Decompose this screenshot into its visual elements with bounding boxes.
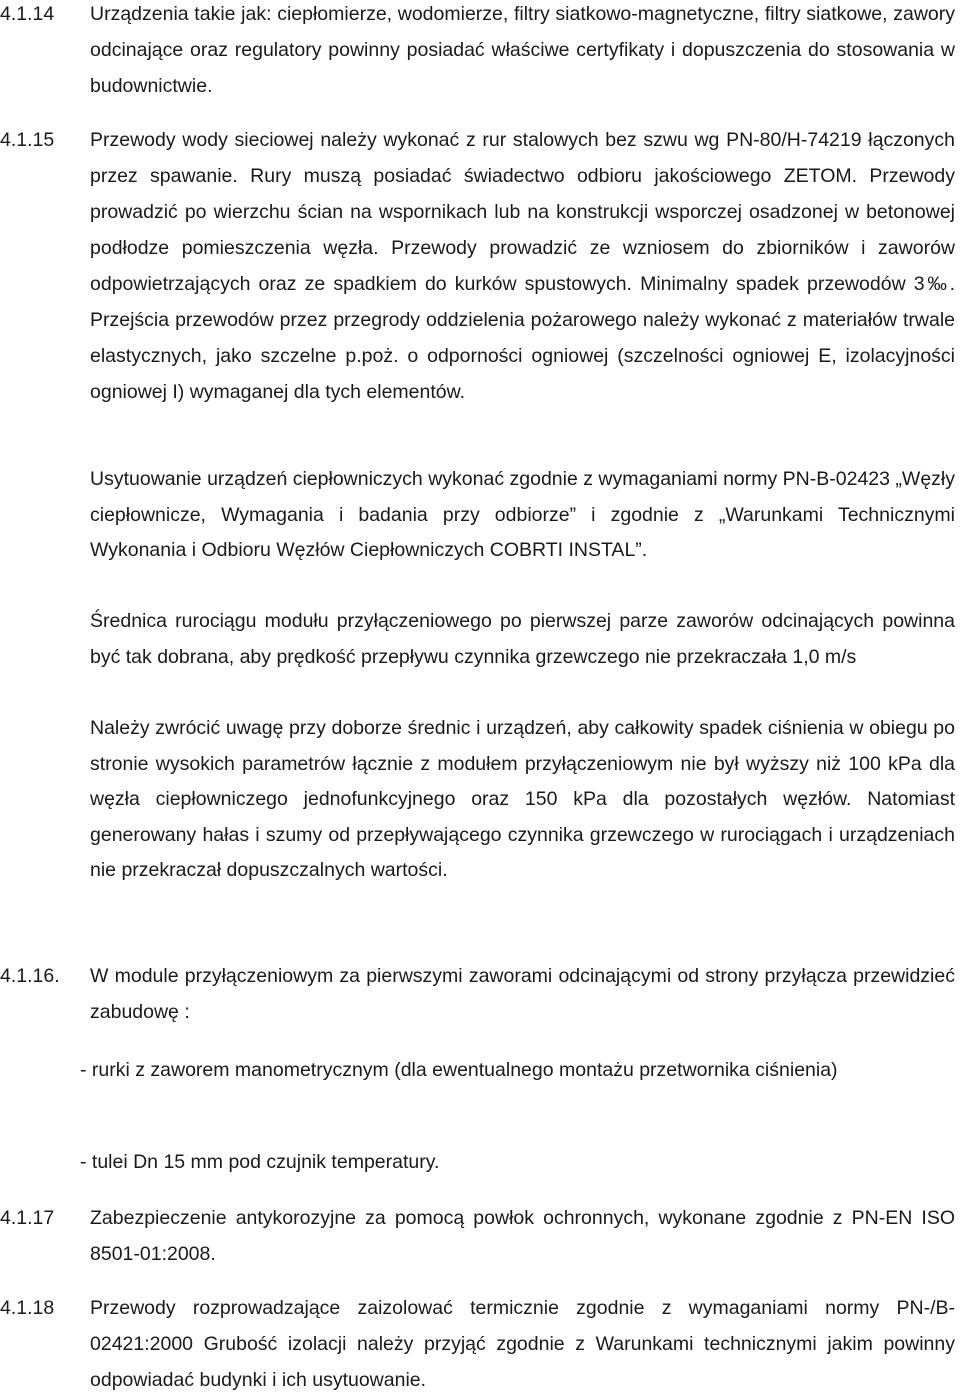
section-text: Przewody rozprowadzające zaizolować termicznie zgodnie z wymaganiami normy PN-/B-02421:2000 Grubość izolacji należy przyjąć zgodnie z Warunkami technicznymi jakim powinny odpowiadać budynki i ich usytuowanie. (90, 1297, 955, 1391)
section-4-1-14 (0, 0, 960, 106)
section-number: 4.1.17 (0, 1207, 55, 1229)
paragraph-spadek-cisnienia: Należy zwrócić uwagę przy doborze średnic i urządzeń, aby całkowity spadek ciśnienia w obiegu po stronie wysokich parametrów łącznie z modułem przyłączeniowym nie był wyższy niż 100 kPa dla węzła ciepłowniczego jednofunkcyjnego oraz 150 kPa dla pozostałych węzłów. Natomiast generowany hałas i szumy od przepływającego czynnika grzewczego w rurociągach i urządzeniach nie przekraczał dopuszczalnych wartości. (90, 717, 955, 881)
paragraph-usytuowanie: Usytuowanie urządzeń ciepłowniczych wykonać zgodnie z wymaganiami normy PN-B-02423 „Węzły ciepłownicze, Wymagania i badania przy odbiorze” i zgodnie z „Warunkami Technicznymi Wykonania i Odbioru Węzłów Ciepłowniczych COBRTI INSTAL”. (90, 468, 955, 561)
section-number: 4.1.14 (0, 3, 55, 25)
paragraph-srednica: Średnica rurociągu modułu przyłączeniowego po pierwszej parze zaworów odcinających powinna być tak dobrana, aby prędkość przepływu czynnika grzewczego nie przekraczała 1,0 m/s (90, 610, 955, 668)
section-text: Przewody wody sieciowej należy wykonać z rur stalowych bez szwu wg PN-80/H-74219 łączonych przez spawanie. Rury muszą posiadać świadectwo odbioru jakościowego ZETOM. Przewody prowadzić po wierzchu ścian na wspornikach lub na konstrukcji wsporczej osadzonej w betonowej podłodze pomieszczenia węzła. Przewody prowadzić ze wzniosem do zbiorników i zaworów odpowietrzających oraz ze spadkiem do kurków spustowych. Minimalny spadek przewodów 3‰. Przejścia przewodów przez przegrody oddzielenia pożarowego należy wykonać z materiałów trwale elastycznych, jako szczelne p.poż. o odporności ogniowej (szczelności ogniowej E, izolacyjności ogniowej I) wymaganej dla tych elementów. (90, 129, 955, 403)
section-4-1-15 (0, 122, 960, 452)
section-4-1-18 (0, 1290, 960, 1400)
section-4-1-17 (0, 1200, 960, 1280)
section-text: Urządzenia takie jak: ciepłomierze, wodomierze, filtry siatkowo-magnetyczne, filtry siatkowe, zawory odcinające oraz regulatory powinny posiadać właściwe certyfikaty i dopuszczenia do stosowania w budownictwie. (90, 3, 955, 97)
section-4-1-16 (0, 958, 960, 1188)
section-text: W module przyłączeniowym za pierwszymi zaworami odcinającymi od strony przyłącza przewidzieć zabudowę : (90, 965, 955, 1023)
section-text: Zabezpieczenie antykorozyjne za pomocą powłok ochronnych, wykonane zgodnie z PN-EN ISO 8501-01:2008. (90, 1207, 955, 1265)
paragraph-group (0, 462, 960, 942)
section-number: 4.1.16. (0, 965, 60, 987)
section-number: 4.1.15 (0, 129, 55, 151)
list-item: - tulei Dn 15 mm pod czujnik temperatury. (80, 1151, 440, 1173)
section-number: 4.1.18 (0, 1297, 55, 1319)
list-item: - rurki z zaworem manometrycznym (dla ewentualnego montażu przetwornika ciśnienia) (80, 1059, 838, 1081)
